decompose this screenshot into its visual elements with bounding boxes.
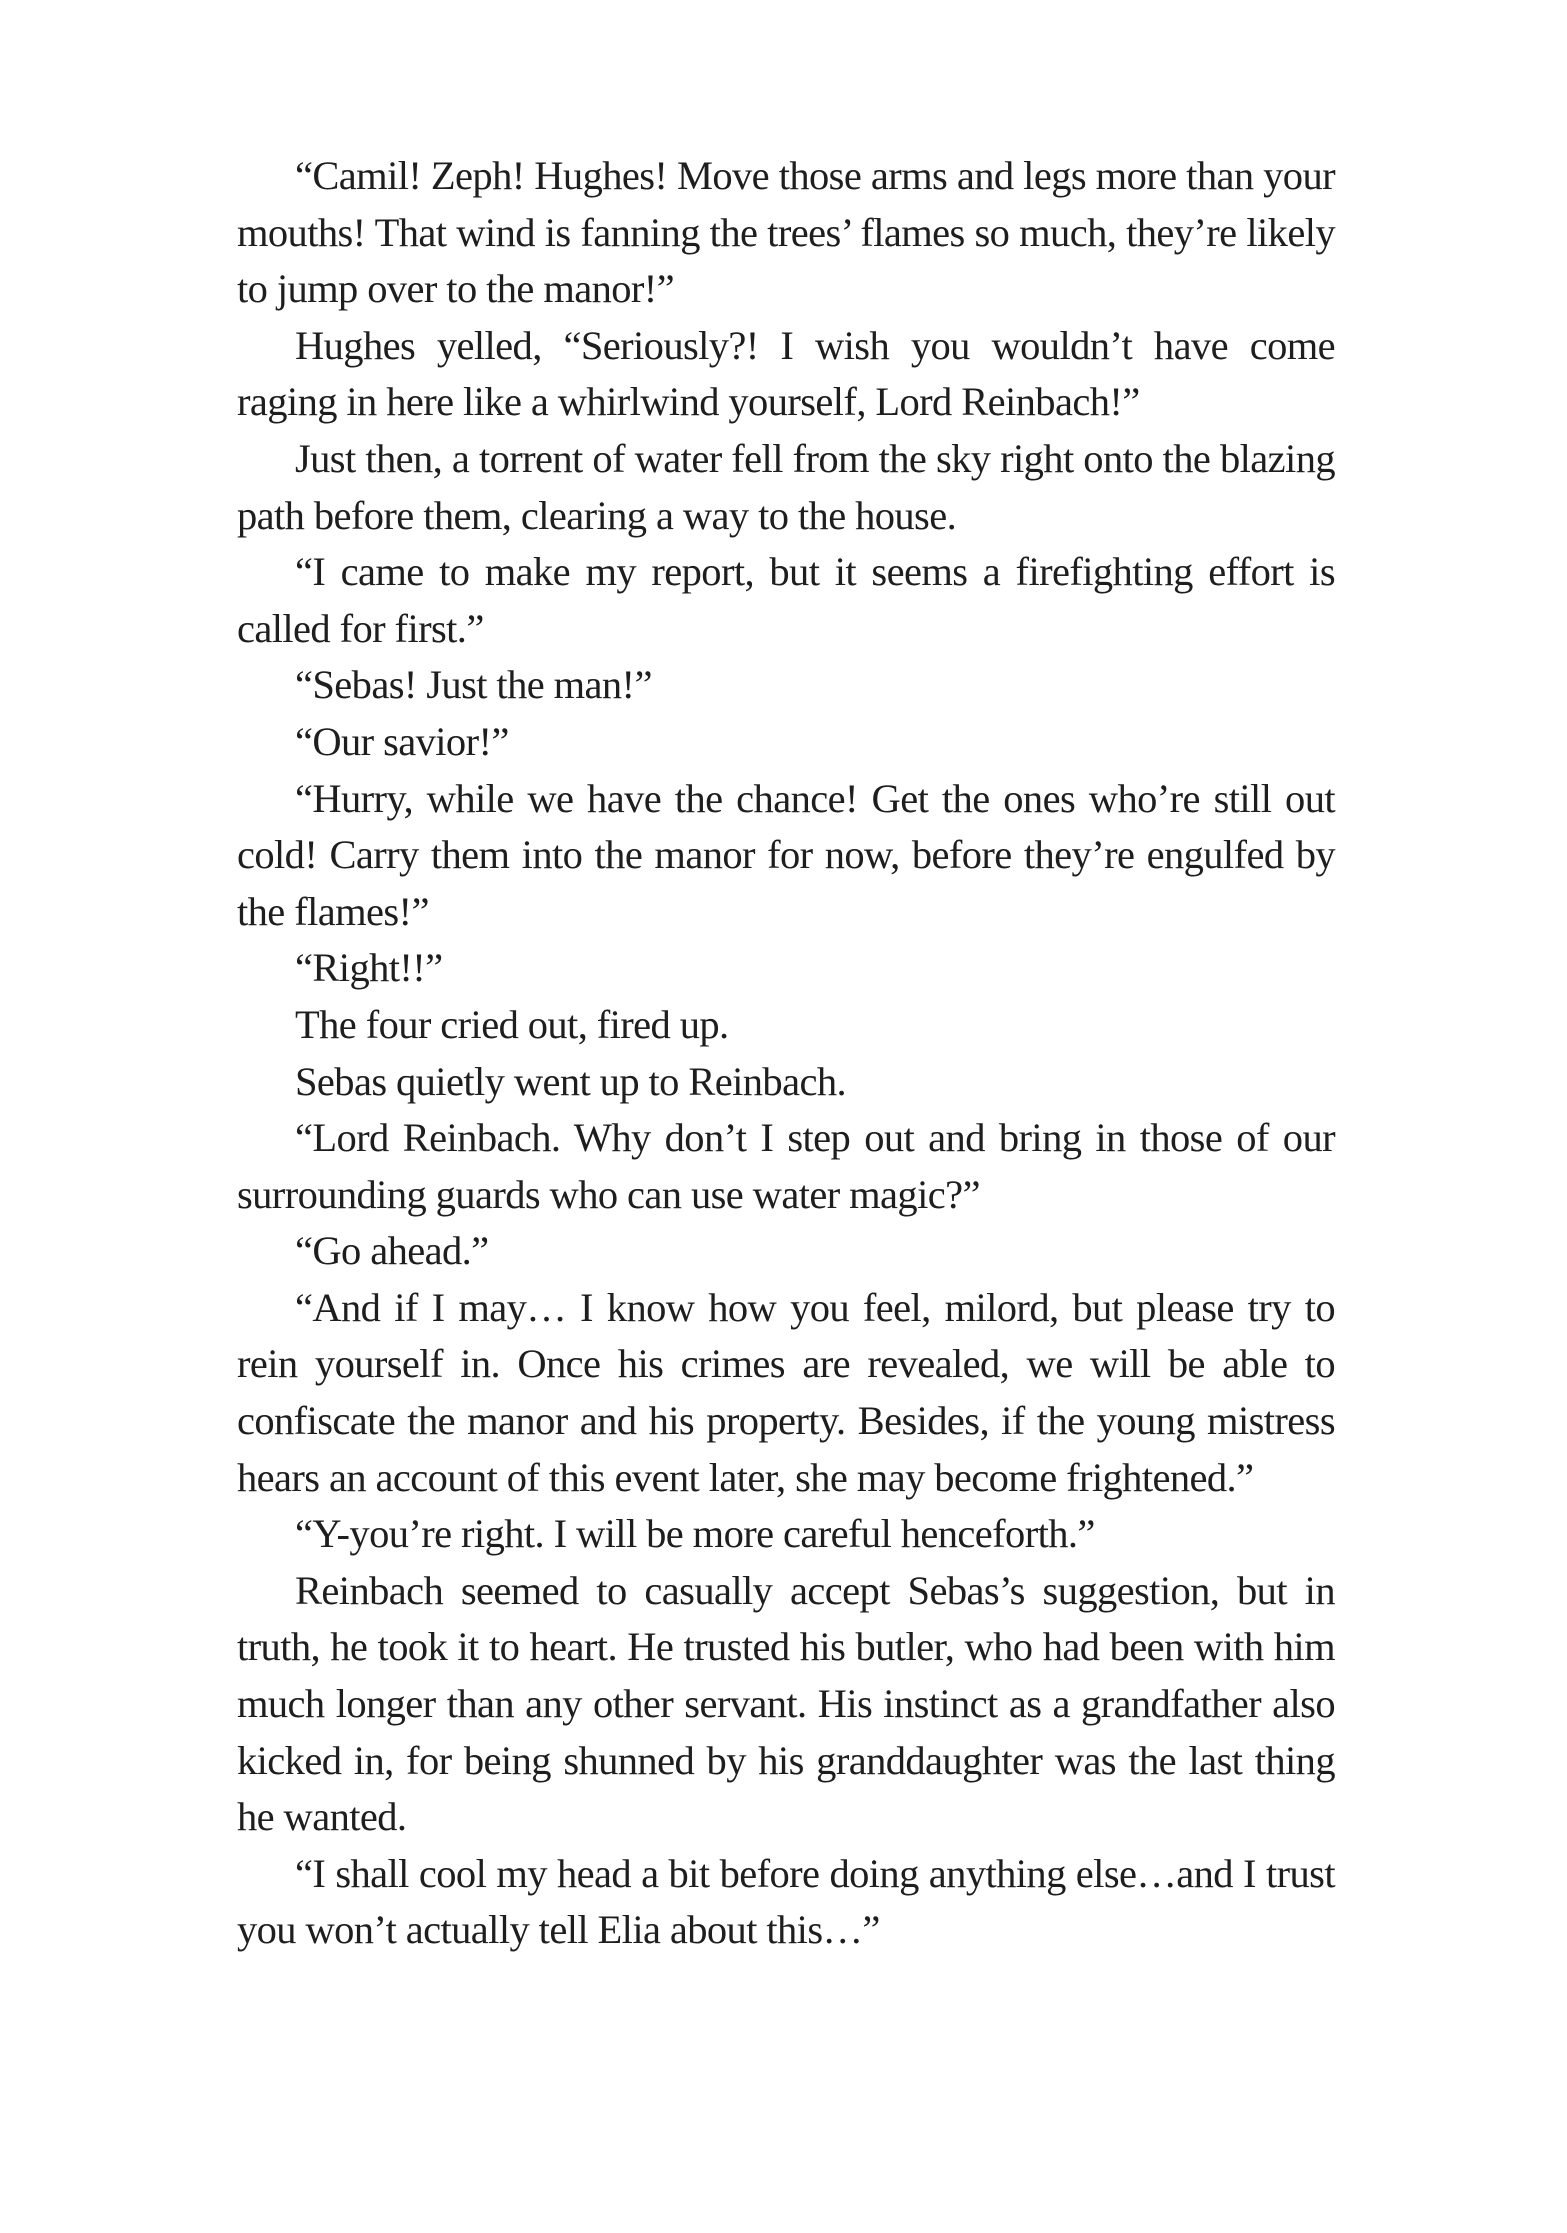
paragraph: “Camil! Zeph! Hughes! Move those arms and legs more than your mouths! That wind is fanning the trees’ flames so much, they’re likely to jump over to the manor!” — [237, 153, 1335, 312]
paragraph: “Sebas! Just the man!” — [295, 662, 652, 708]
paragraph: “I came to make my report, but it seems a firefighting effort is called for first.” — [237, 549, 1335, 651]
paragraph: “Y-you’re right. I will be more careful henceforth.” — [295, 1511, 1095, 1557]
paragraph: Reinbach seemed to casually accept Sebas’s suggestion, but in truth, he took it to heart. He trusted his butler, who had been with him much longer than any other servant. His instinct as a grandfather also kicked in, for being shunned by his granddaughter was the last thing he wanted. — [237, 1567, 1335, 1840]
paragraph: “And if I may… I know how you feel, milord, but please try to rein yourself in. Once his crimes are revealed, we will be able to confiscate the manor and his property. Besides, if the young mistress hears an account of this event later, she may become frightened.” — [237, 1284, 1335, 1500]
paragraph: Hughes yelled, “Seriously?! I wish you wouldn’t have come raging in here like a whirlwind yourself, Lord Reinbach!” — [237, 322, 1335, 425]
paragraph: The four cried out, fired up. — [295, 1001, 729, 1047]
paragraph: “Lord Reinbach. Why don’t I step out and bring in those of our surrounding guards who can use water magic?” — [237, 1115, 1335, 1217]
paragraph: “Hurry, while we have the chance! Get the ones who’re still out cold! Carry them into the manor for now, before they’re engulfed by the flames!” — [237, 775, 1335, 934]
paragraph: “Our savior!” — [295, 718, 509, 764]
paragraph: “I shall cool my head a bit before doing anything else…and I trust you won’t actually tell Elia about this…” — [237, 1850, 1335, 1953]
paragraph: “Go ahead.” — [295, 1228, 489, 1274]
paragraph: Sebas quietly went up to Reinbach. — [295, 1058, 846, 1104]
paragraph: “Right!!” — [295, 945, 443, 991]
paragraph: Just then, a torrent of water fell from the sky right onto the blazing path before them, clearing a way to the house. — [237, 435, 1335, 538]
book-page — [237, 148, 1335, 1959]
